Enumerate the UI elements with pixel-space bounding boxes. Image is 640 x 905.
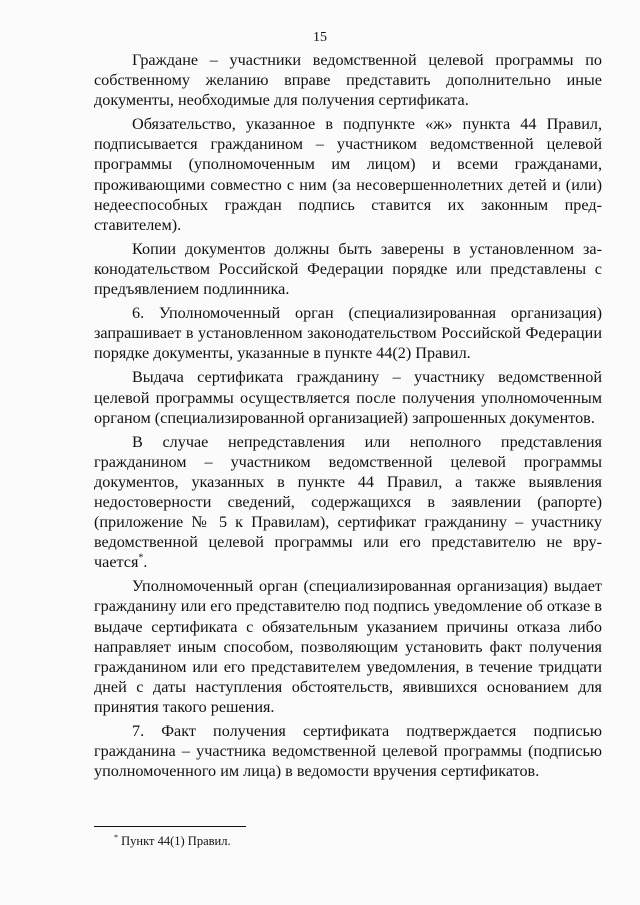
footnote-mark: *	[114, 832, 118, 842]
paragraph: 6. Уполномоченный орган (специализированная организация) запрашивает в установленном законодательством Российской Федерации порядке документы, указанные в пункте 44(2) Правил.	[94, 304, 602, 363]
paragraph-text: В случае непредставления или неполного представления гражданином – участником ведомственной целевой программы документов, указанных в пункте 44 Правил, а также выявления недостоверности сведений, содержащихся в заявлении (рапорте) (приложение № 5 к Правилам), сертификат гражданину – участнику ведомственной целевой программы или его представителю не вручается	[94, 432, 602, 572]
paragraph: Копии документов должны быть заверены в установленном законодательством Российской Федерации порядке или представлены с предъявлением подлинника.	[94, 239, 602, 299]
paragraph: Граждане – участники ведомственной целевой программы по собственному желанию вправе представить дополнительно иные документы, необходимые для получения сертификата.	[94, 51, 602, 110]
body-text	[94, 50, 602, 781]
paragraph-end-period: .	[143, 553, 148, 572]
paragraph: Выдача сертификата гражданину – участнику ведомственной целевой программы осуществляется после получения уполномоченным органом (специализированной организацией) запрошенных документов.	[94, 368, 602, 427]
footnote	[114, 834, 231, 849]
footnote-reference-mark: *	[138, 552, 144, 564]
footnote-separator	[94, 826, 246, 827]
paragraph: 7. Факт получения сертификата подтверждается подписью гражданина – участника ведомственной целевой программы (подписью уполномоченного им лица) в ведомости вручения сертификатов.	[94, 722, 602, 781]
paragraph: Уполномоченный орган (специализированная организация) выдает гражданину или его представителю под подпись уведомление об отказе в выдаче сертификата с обязательным указанием причины отказа либо направляет иным способом, позволяющим установить факт получения гражданином или его представителем уведомления, в течение тридцати дней с даты наступления обстоятельств, явившихся основанием для принятия такого решения.	[94, 577, 602, 716]
footnote-text: Пункт 44(1) Правил.	[121, 834, 231, 848]
page-number: 15	[313, 30, 327, 45]
paragraph-with-footnote	[94, 432, 602, 573]
paragraph: Обязательство, указанное в подпункте «ж» пункта 44 Правил, подписывается гражданином – участником ведомственной целевой программы (уполномоченным им лицом) и всеми гражданами, проживающими совместно с ним (за несовершеннолетних детей и (или) недееспособных граждан подпись ставится их законным представителем).	[94, 115, 602, 234]
